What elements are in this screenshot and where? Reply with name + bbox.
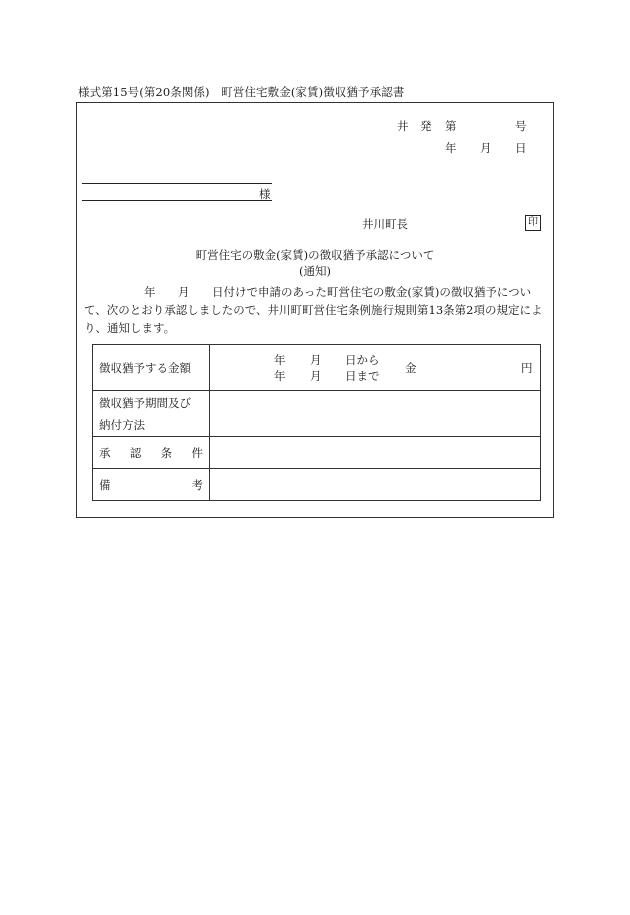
amount-row (93, 345, 541, 391)
condition-char-2: 認 (129, 445, 142, 460)
body-paragraph: て、次のとおり承認しましたので、井川町町営住宅条例施行規則第13条第2項の規定により、通知します。 (84, 303, 543, 335)
form-label: 様式第15号(第20条関係) 町営住宅敷金(家賃)徴収猶予承認書 (78, 85, 405, 99)
period-label-line-1: 徴収猶予期間及び (99, 395, 191, 410)
ref-go: 号 (515, 119, 527, 133)
from-month: 月 (310, 353, 322, 367)
remarks-char-2: 考 (191, 477, 203, 492)
remarks-char-1: 備 (99, 477, 111, 492)
subject-subtitle: (通知) (299, 264, 331, 278)
to-day: 日まで (345, 369, 380, 383)
body-year: 年 (144, 285, 156, 299)
condition-char-3: 条 (160, 445, 173, 460)
date-year: 年 (445, 141, 457, 155)
yen-label: 円 (521, 361, 533, 375)
kin-label: 金 (405, 361, 417, 375)
issuer-name: 井川町長 (362, 217, 408, 231)
ref-hatsu: 発 (420, 119, 432, 133)
condition-label (93, 437, 210, 469)
body-line1-text: 日付けで申請のあった町営住宅の敷金(家賃)の徴収猶予につい (212, 285, 532, 299)
addressee-line-1 (82, 183, 272, 184)
ref-prefix: 井 (397, 119, 409, 133)
from-year: 年 (274, 353, 286, 367)
condition-row (93, 437, 541, 469)
amount-cell (210, 345, 541, 391)
remarks-label (93, 469, 210, 501)
detail-table (92, 344, 541, 501)
body-month: 月 (178, 285, 190, 299)
to-year: 年 (274, 369, 286, 383)
condition-char-4: 件 (191, 445, 203, 460)
remarks-row (93, 469, 541, 501)
period-label-line-2: 納付方法 (99, 417, 145, 432)
amount-label: 徴収猶予する金額 (93, 345, 210, 391)
condition-char-1: 承 (99, 445, 111, 460)
period-value (210, 391, 541, 437)
date-month: 月 (480, 141, 492, 155)
to-month: 月 (310, 369, 322, 383)
addressee-line-2 (82, 200, 272, 201)
seal-mark: 印 (525, 215, 541, 231)
condition-value (210, 437, 541, 469)
remarks-value (210, 469, 541, 501)
ref-dai: 第 (445, 119, 457, 133)
period-label (93, 391, 210, 437)
date-day: 日 (515, 141, 527, 155)
subject-title: 町営住宅の敷金(家賃)の徴収猶予承認について (195, 248, 435, 262)
period-row (93, 391, 541, 437)
from-day: 日から (345, 353, 380, 367)
addressee-honorific: 様 (259, 187, 271, 201)
